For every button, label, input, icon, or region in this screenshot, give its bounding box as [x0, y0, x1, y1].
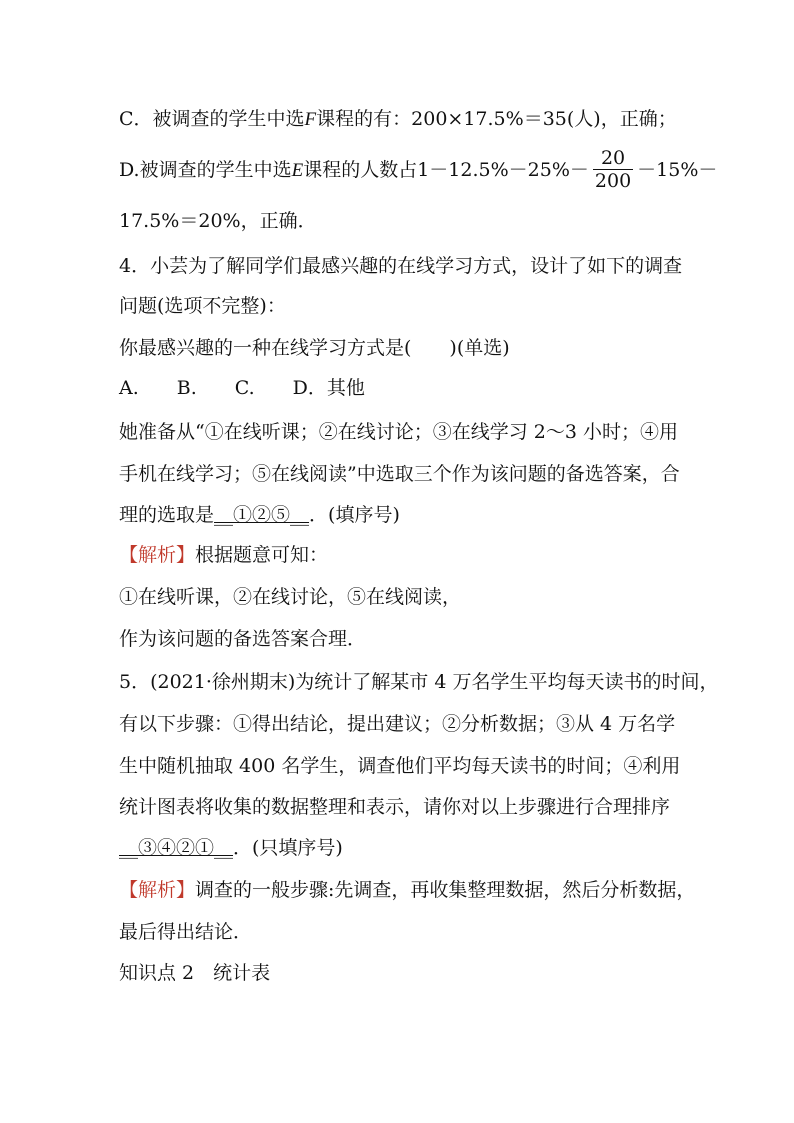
variable: E: [291, 160, 304, 181]
analysis-line: [119, 878, 695, 902]
fraction-numerator: 20: [600, 146, 626, 169]
question-4-options: A. B. C. D．其他: [119, 377, 365, 399]
question-5-line: 统计图表将收集的数据整理和表示，请你对以上步骤进行合理排序: [119, 796, 671, 818]
question-5-line: 生中随机抽取 400 名学生，调查他们平均每天读书的时间；④利用: [119, 755, 681, 777]
question-4-line: 4．小芸为了解同学们最感兴趣的在线学习方式，设计了如下的调查: [119, 255, 683, 277]
analysis-line: 作为该问题的备选答案合理．: [119, 628, 367, 650]
question-4-line: 问题(选项不完整)：: [119, 295, 286, 317]
variable: F: [304, 109, 317, 130]
text: C．被调查的学生中选: [119, 108, 305, 130]
analysis-tag: 【解析】: [119, 544, 196, 566]
text: －15%－: [637, 159, 718, 181]
question-4-answer-line: [119, 503, 400, 527]
text: 根据题意可知：: [195, 544, 329, 566]
question-5-line: 5．(2021·徐州期末)为统计了解某市 4 万名学生平均每天读书的时间，: [119, 671, 719, 693]
option-c-line: [119, 107, 677, 132]
analysis-tag: 【解析】: [119, 879, 196, 901]
text: ．(填序号): [309, 504, 400, 526]
question-5-answer-line: [119, 836, 343, 860]
text: 理的选取是: [119, 504, 215, 526]
question-4-prompt: 你最感兴趣的一种在线学习方式是( )(单选): [119, 337, 510, 359]
answer-blank: __①②⑤__: [214, 504, 310, 526]
text: 调查的一般步骤:先调查，再收集整理数据，然后分析数据，: [195, 879, 696, 901]
analysis-line: ①在线听课，②在线讨论，⑤在线阅读，: [119, 586, 462, 608]
answer-blank: __③④②①__: [119, 837, 234, 859]
section-heading: 知识点 2 统计表: [119, 962, 271, 984]
analysis-line: [119, 543, 328, 567]
text: 课程的人数占1－12.5%－25%－: [303, 159, 589, 181]
fraction-denominator: 200: [594, 169, 632, 192]
question-4-line: 她准备从“①在线听课；②在线讨论；③在线学习 2～3 小时；④用: [119, 421, 678, 443]
question-4-line: 手机在线学习；⑤在线阅读”中选取三个作为该问题的备选答案，合: [119, 463, 680, 485]
question-5-line: 有以下步骤：①得出结论，提出建议；②分析数据；③从 4 万名学: [119, 713, 676, 735]
analysis-line: 最后得出结论．: [119, 921, 253, 943]
option-d-line: [119, 145, 717, 196]
text: 课程的有：200×17.5%＝35(人)，正确；: [316, 108, 677, 130]
text: ．(只填序号): [233, 837, 343, 859]
fraction: [593, 147, 633, 192]
option-d-continuation: 17.5%＝20%，正确．: [119, 210, 317, 232]
text: D.被调查的学生中选: [119, 159, 292, 181]
